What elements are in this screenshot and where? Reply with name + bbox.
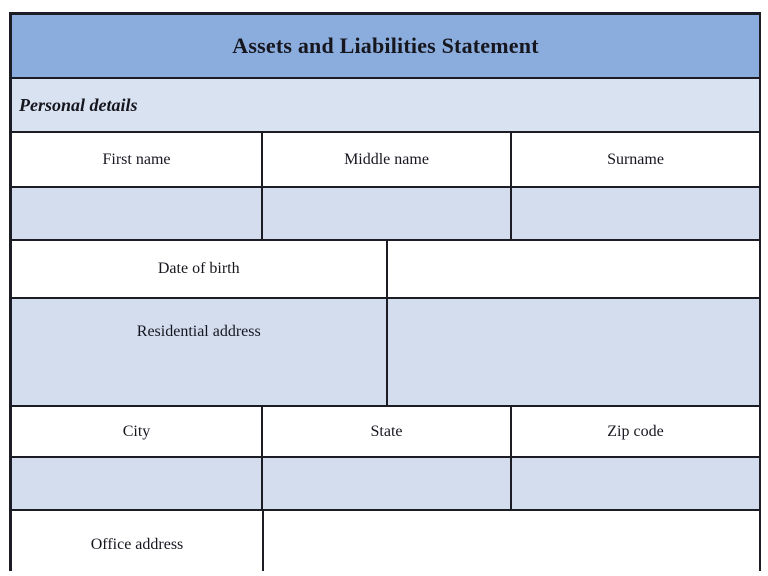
assets-liabilities-form: [9, 12, 761, 571]
date-of-birth-input[interactable]: [386, 241, 760, 297]
middle-name-input[interactable]: [261, 188, 510, 239]
zip-code-input[interactable]: [510, 458, 759, 509]
city-state-zip-inputs-row: [12, 458, 759, 511]
city-state-zip-labels-row: [12, 407, 759, 458]
state-label: State: [261, 407, 510, 456]
form-title: Assets and Liabilities Statement: [232, 33, 539, 58]
office-address-row: [12, 511, 759, 571]
personal-details-section-row: [12, 79, 759, 133]
first-name-input[interactable]: [12, 188, 261, 239]
state-input[interactable]: [261, 458, 510, 509]
residential-address-row: [12, 299, 759, 407]
first-name-label: First name: [102, 150, 171, 168]
form-title-bar: [12, 15, 759, 79]
residential-address-label: Residential address: [136, 323, 261, 340]
surname-input[interactable]: [510, 188, 759, 239]
office-address-label: Office address: [90, 536, 184, 553]
name-inputs-row: [12, 188, 759, 241]
middle-name-label: Middle name: [261, 133, 510, 186]
name-labels-row: [12, 133, 759, 188]
date-of-birth-row: [12, 241, 759, 299]
date-of-birth-label: Date of birth: [157, 260, 240, 277]
city-input[interactable]: [12, 458, 261, 509]
surname-label: Surname: [510, 133, 759, 186]
office-address-input[interactable]: [262, 511, 759, 571]
section-header: Personal details: [19, 94, 138, 115]
residential-address-input[interactable]: [386, 299, 760, 405]
city-label: City: [122, 422, 151, 440]
zip-code-label: Zip code: [510, 407, 759, 456]
